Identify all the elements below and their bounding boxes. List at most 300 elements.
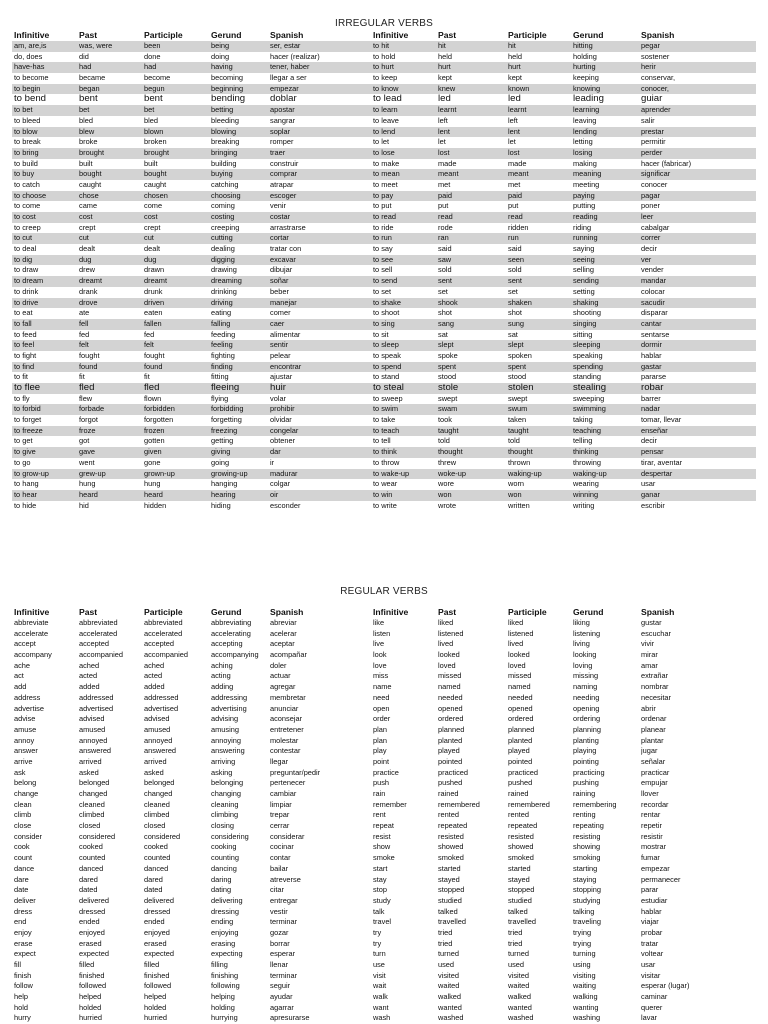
table-cell: to come	[14, 201, 41, 211]
table-cell: erased	[79, 938, 102, 948]
table-cell: arrastrarse	[270, 222, 306, 232]
table-cell: dressing	[211, 906, 239, 916]
table-cell: sacudir	[641, 297, 665, 307]
table-row	[12, 639, 756, 650]
table-cell: resisted	[438, 831, 464, 841]
table-cell: closed	[79, 821, 101, 831]
table-cell: writing	[573, 500, 595, 510]
table-cell: losing	[573, 147, 593, 157]
table-row	[12, 618, 756, 629]
table-cell: let	[438, 137, 446, 147]
table-cell: fitting	[211, 372, 229, 382]
column-header: Past	[79, 607, 98, 617]
table-cell: looked	[508, 650, 530, 660]
table-cell: ate	[79, 308, 90, 318]
table-cell: ordered	[438, 714, 464, 724]
table-cell: spending	[573, 361, 603, 371]
table-cell: cooked	[144, 842, 168, 852]
table-cell: to eat	[14, 308, 33, 318]
table-cell: swam	[438, 404, 458, 414]
table-cell: live	[373, 639, 385, 649]
table-cell: living	[573, 639, 590, 649]
table-cell: changed	[144, 789, 173, 798]
table-cell: to hang	[14, 479, 39, 489]
table-cell: followed	[144, 981, 172, 991]
table-cell: to write	[373, 500, 397, 510]
table-cell: stood	[438, 372, 457, 382]
table-row	[12, 821, 756, 832]
table-cell: named	[508, 682, 531, 692]
table-cell: cook	[14, 842, 30, 852]
table-cell: made	[508, 158, 527, 168]
table-cell: visited	[438, 970, 459, 980]
table-cell: flying	[211, 393, 229, 403]
table-cell: nadar	[641, 404, 660, 414]
table-row	[12, 875, 756, 886]
table-row	[12, 351, 756, 362]
table-cell: to dig	[14, 254, 33, 264]
table-cell: hitting	[573, 41, 593, 50]
table-cell: ached	[144, 660, 165, 670]
table-cell: acted	[144, 671, 163, 681]
table-cell: forbade	[79, 404, 105, 414]
table-cell: stealing	[573, 383, 607, 393]
table-cell: to say	[373, 244, 393, 254]
table-cell: rode	[438, 222, 453, 232]
table-cell: empezar	[270, 83, 299, 93]
table-cell: perder	[641, 147, 663, 157]
regular-verbs-table	[12, 606, 756, 1024]
table-row	[12, 800, 756, 811]
table-cell: ended	[144, 917, 165, 927]
table-cell: asking	[211, 767, 233, 777]
table-cell: bet	[144, 105, 155, 115]
table-cell: crept	[144, 222, 161, 232]
table-cell: robar	[641, 383, 664, 393]
table-cell: to creep	[14, 222, 41, 232]
table-cell: vestir	[270, 906, 288, 916]
table-cell: growing-up	[211, 468, 248, 478]
table-cell: filled	[144, 960, 160, 969]
table-cell: significar	[641, 169, 671, 179]
table-cell: hold	[14, 1002, 28, 1012]
table-cell: started	[508, 863, 531, 873]
table-cell: show	[373, 842, 391, 852]
table-cell: to sleep	[373, 340, 399, 350]
table-cell: to break	[14, 137, 41, 147]
table-cell: point	[373, 756, 390, 766]
table-cell: felt	[79, 340, 89, 350]
table-cell: hablar	[641, 906, 662, 916]
table-cell: ask	[14, 767, 26, 777]
table-cell: turn	[373, 949, 386, 959]
table-row	[12, 127, 756, 138]
table-cell: wash	[373, 1013, 391, 1023]
table-cell: abbreviated	[144, 618, 183, 627]
table-row	[12, 201, 756, 212]
table-cell: stayed	[508, 874, 530, 884]
table-row	[12, 469, 756, 480]
table-row	[12, 682, 756, 693]
table-row	[12, 960, 756, 971]
table-cell: study	[373, 895, 391, 905]
table-row	[12, 52, 756, 63]
table-cell: enjoyed	[144, 927, 170, 937]
table-cell: need	[373, 692, 390, 702]
table-row	[12, 394, 756, 405]
table-cell: getting	[211, 436, 234, 446]
table-cell: bought	[79, 169, 102, 179]
table-cell: to cost	[14, 212, 36, 221]
table-cell: resist	[373, 831, 391, 841]
table-cell: sat	[438, 329, 448, 339]
table-row	[12, 223, 756, 234]
irregular-verbs-table	[12, 29, 756, 511]
table-cell: bending	[211, 94, 246, 105]
table-cell: ran	[438, 233, 449, 243]
table-cell: raining	[573, 789, 596, 798]
table-cell: oir	[270, 489, 279, 499]
table-cell: permanecer	[641, 874, 681, 884]
table-row	[12, 864, 756, 875]
table-cell: practicar	[641, 767, 670, 777]
table-cell: to lose	[373, 147, 395, 157]
table-cell: led	[438, 94, 451, 105]
table-cell: loved	[508, 660, 526, 670]
table-cell: hurt	[438, 62, 451, 72]
table-cell: set	[438, 286, 448, 296]
table-cell: cambiar	[270, 789, 297, 798]
table-cell: sitting	[573, 329, 593, 339]
table-cell: addressed	[144, 692, 179, 702]
table-cell: taught	[508, 425, 529, 435]
table-cell: planned	[438, 724, 465, 734]
table-cell: accompanied	[79, 650, 123, 660]
table-cell: repeated	[508, 821, 538, 831]
table-cell: seeing	[573, 254, 595, 264]
table-cell: to fight	[14, 350, 37, 360]
table-cell: looking	[573, 650, 597, 660]
table-cell: to meet	[373, 179, 398, 189]
table-cell: smoke	[373, 853, 395, 863]
table-cell: rained	[508, 789, 529, 798]
table-row	[12, 330, 756, 341]
table-cell: thought	[438, 447, 463, 457]
table-cell: to fit	[14, 372, 28, 382]
table-cell: rented	[438, 810, 459, 820]
table-cell: driven	[144, 297, 165, 307]
table-cell: opened	[508, 703, 533, 713]
table-cell: to build	[14, 158, 38, 168]
table-cell: manejar	[270, 297, 297, 307]
table-cell: tried	[438, 938, 453, 948]
table-cell: pelear	[270, 350, 291, 360]
table-cell: permitir	[641, 137, 666, 147]
table-cell: delivered	[79, 895, 109, 905]
table-cell: visit	[373, 970, 386, 980]
table-cell: thought	[508, 447, 533, 457]
table-cell: tratar	[641, 938, 659, 948]
table-cell: plantar	[641, 735, 664, 745]
table-cell: visitar	[641, 970, 661, 980]
table-cell: said	[508, 244, 522, 254]
table-cell: hidden	[144, 500, 167, 510]
table-cell: tirar, aventar	[641, 457, 683, 467]
table-cell: to get	[14, 436, 33, 446]
table-cell: talking	[573, 906, 595, 916]
table-row	[12, 736, 756, 747]
table-cell: won	[508, 489, 522, 499]
table-cell: had	[79, 62, 92, 72]
table-cell: needing	[573, 692, 600, 702]
table-cell: fit	[79, 372, 85, 382]
table-cell: annoying	[211, 735, 241, 745]
table-cell: stopping	[573, 885, 601, 895]
table-cell: to win	[373, 489, 393, 499]
table-row	[12, 501, 756, 512]
table-cell: taught	[438, 425, 459, 435]
table-cell: eaten	[144, 308, 163, 318]
table-cell: ayudar	[270, 992, 293, 1002]
column-header: Spanish	[641, 607, 675, 617]
table-cell: washing	[573, 1013, 601, 1023]
table-row	[12, 212, 756, 223]
table-cell: enjoyed	[79, 927, 105, 937]
table-row	[12, 415, 756, 426]
table-cell: doblar	[270, 94, 297, 105]
column-header: Participle	[508, 607, 547, 617]
table-cell: gotten	[144, 436, 165, 446]
table-cell: dreamt	[79, 276, 103, 286]
table-row	[12, 725, 756, 736]
table-cell: fit	[144, 372, 150, 382]
table-cell: told	[508, 436, 520, 446]
table-cell: done	[144, 51, 161, 61]
table-cell: pararse	[641, 372, 667, 382]
table-cell: chosen	[144, 190, 168, 200]
table-cell: terminar	[270, 970, 298, 980]
table-cell: to grow-up	[14, 468, 49, 478]
table-cell: hit	[438, 41, 446, 50]
table-cell: to run	[373, 233, 392, 243]
table-cell: molestar	[270, 735, 299, 745]
table-cell: annoyed	[144, 735, 173, 745]
table-cell: to choose	[14, 190, 47, 200]
table-cell: bleeding	[211, 115, 239, 125]
table-cell: empezar	[641, 863, 670, 873]
table-cell: showed	[508, 842, 534, 852]
table-cell: preguntar/pedir	[270, 767, 321, 777]
table-cell: enjoy	[14, 927, 32, 937]
table-cell: singing	[573, 318, 597, 328]
table-cell: jugar	[641, 746, 658, 756]
column-header: Gerund	[211, 607, 242, 617]
table-cell: to keep	[373, 73, 398, 83]
table-cell: cleaned	[144, 799, 170, 809]
table-cell: playing	[573, 746, 597, 756]
table-cell: dared	[79, 874, 98, 884]
table-cell: cut	[79, 233, 89, 243]
table-cell: dealt	[79, 244, 96, 254]
regular-verbs-title: REGULAR VERBS	[340, 586, 428, 597]
table-cell: kept	[438, 73, 452, 83]
table-cell: gave	[79, 447, 96, 457]
table-cell: plan	[373, 735, 387, 745]
table-cell: to forget	[14, 415, 42, 425]
table-cell: actuar	[270, 671, 291, 681]
table-cell: was, were	[79, 41, 113, 50]
table-cell: to bet	[14, 105, 33, 115]
table-cell: cost	[79, 212, 93, 221]
table-cell: lavar	[641, 1013, 658, 1023]
table-cell: driving	[211, 297, 233, 307]
table-cell: putting	[573, 201, 596, 211]
table-cell: cabalgar	[641, 222, 670, 232]
table-cell: mostrar	[641, 842, 667, 852]
table-cell: to bend	[14, 94, 47, 105]
table-cell: blown	[144, 126, 164, 136]
table-cell: slept	[508, 340, 524, 350]
table-cell: to steal	[373, 383, 404, 393]
table-cell: to learn	[373, 105, 398, 115]
table-cell: terminar	[270, 917, 298, 927]
table-cell: telling	[573, 436, 593, 446]
table-cell: hid	[79, 500, 89, 510]
table-cell: counted	[144, 853, 171, 863]
table-cell: to sit	[373, 329, 389, 339]
table-cell: counting	[211, 853, 239, 863]
table-cell: have-has	[14, 62, 45, 72]
table-cell: hung	[144, 479, 161, 489]
table-cell: got	[79, 436, 90, 446]
table-cell: esperar (lugar)	[641, 981, 690, 991]
table-cell: changing	[211, 789, 241, 798]
table-cell: needed	[508, 692, 533, 702]
column-header: Past	[79, 30, 98, 40]
table-cell: add	[14, 682, 27, 692]
table-row	[12, 671, 756, 682]
table-cell: drank	[79, 286, 98, 296]
table-cell: giving	[211, 447, 231, 457]
table-cell: stopped	[508, 885, 535, 895]
table-cell: flew	[79, 393, 93, 403]
column-header: Gerund	[573, 30, 604, 40]
table-cell: colgar	[270, 479, 291, 489]
table-cell: pushed	[508, 778, 533, 788]
table-cell: trying	[573, 927, 592, 937]
table-cell: esconder	[270, 500, 301, 510]
table-cell: to give	[14, 447, 36, 457]
table-cell: waited	[438, 981, 460, 991]
table-cell: ordered	[508, 714, 534, 724]
table-cell: arriving	[211, 756, 236, 766]
table-cell: sleeping	[573, 340, 601, 350]
table-cell: bailar	[270, 863, 289, 873]
table-cell: erase	[14, 938, 33, 948]
table-cell: ended	[79, 917, 100, 927]
table-cell: renting	[573, 810, 596, 820]
table-cell: wait	[373, 981, 387, 991]
table-cell: accelerated	[144, 628, 183, 638]
table-row	[12, 896, 756, 907]
table-cell: to feel	[14, 340, 35, 350]
table-cell: to sell	[373, 265, 393, 275]
table-cell: to spend	[373, 361, 402, 371]
table-cell: atrapar	[270, 179, 294, 189]
table-cell: showed	[438, 842, 464, 852]
table-cell: felt	[144, 340, 154, 350]
table-cell: remembering	[573, 799, 617, 809]
table-cell: started	[438, 863, 461, 873]
table-cell: cut	[144, 233, 154, 243]
table-row	[12, 757, 756, 768]
table-cell: fed	[144, 329, 155, 339]
table-cell: read	[438, 212, 453, 221]
table-cell: studied	[508, 895, 532, 905]
table-cell: cerrar	[270, 821, 290, 831]
table-cell: beginning	[211, 83, 244, 93]
table-cell: to wear	[373, 479, 398, 489]
table-cell: lent	[508, 126, 520, 136]
table-cell: missed	[438, 671, 462, 681]
table-cell: cleaned	[79, 799, 105, 809]
table-cell: given	[144, 447, 162, 457]
table-cell: apostar	[270, 105, 295, 115]
table-cell: to shoot	[373, 308, 400, 318]
table-cell: wore	[438, 479, 455, 489]
table-cell: resisting	[573, 831, 601, 841]
table-cell: ganar	[641, 489, 660, 499]
table-cell: belonging	[211, 778, 244, 788]
table-row	[12, 789, 756, 800]
table-cell: staying	[573, 874, 597, 884]
column-header: Infinitive	[14, 607, 50, 617]
table-cell: travelled	[438, 917, 466, 927]
table-cell: abrir	[641, 703, 656, 713]
table-cell: pointed	[438, 756, 463, 766]
table-cell: answered	[79, 746, 112, 756]
table-cell: dare	[14, 874, 29, 884]
table-row	[12, 340, 756, 351]
table-cell: betting	[211, 105, 234, 115]
table-cell: accompanying	[211, 650, 259, 660]
table-cell: feeling	[211, 340, 233, 350]
table-cell: going	[211, 457, 230, 467]
table-cell: missing	[573, 671, 599, 681]
table-cell: love	[373, 660, 387, 670]
table-cell: to sing	[373, 318, 395, 328]
table-cell: washed	[508, 1013, 534, 1023]
table-cell: expecting	[211, 949, 243, 959]
table-cell: throwing	[573, 457, 601, 467]
table-cell: count	[14, 853, 33, 863]
table-cell: correr	[641, 233, 661, 243]
table-cell: advised	[79, 714, 105, 724]
table-cell: buying	[211, 169, 233, 179]
table-cell: am, are,is	[14, 41, 47, 50]
table-row	[12, 372, 756, 383]
table-row	[12, 629, 756, 640]
table-cell: visiting	[573, 970, 596, 980]
column-header: Spanish	[641, 30, 675, 40]
table-cell: barrer	[641, 393, 661, 403]
table-cell: to catch	[14, 179, 40, 189]
table-cell: pertenecer	[270, 778, 306, 788]
table-cell: considering	[211, 831, 249, 841]
table-cell: accelerating	[211, 628, 251, 638]
table-cell: advising	[211, 714, 239, 724]
table-cell: mirar	[641, 650, 658, 660]
